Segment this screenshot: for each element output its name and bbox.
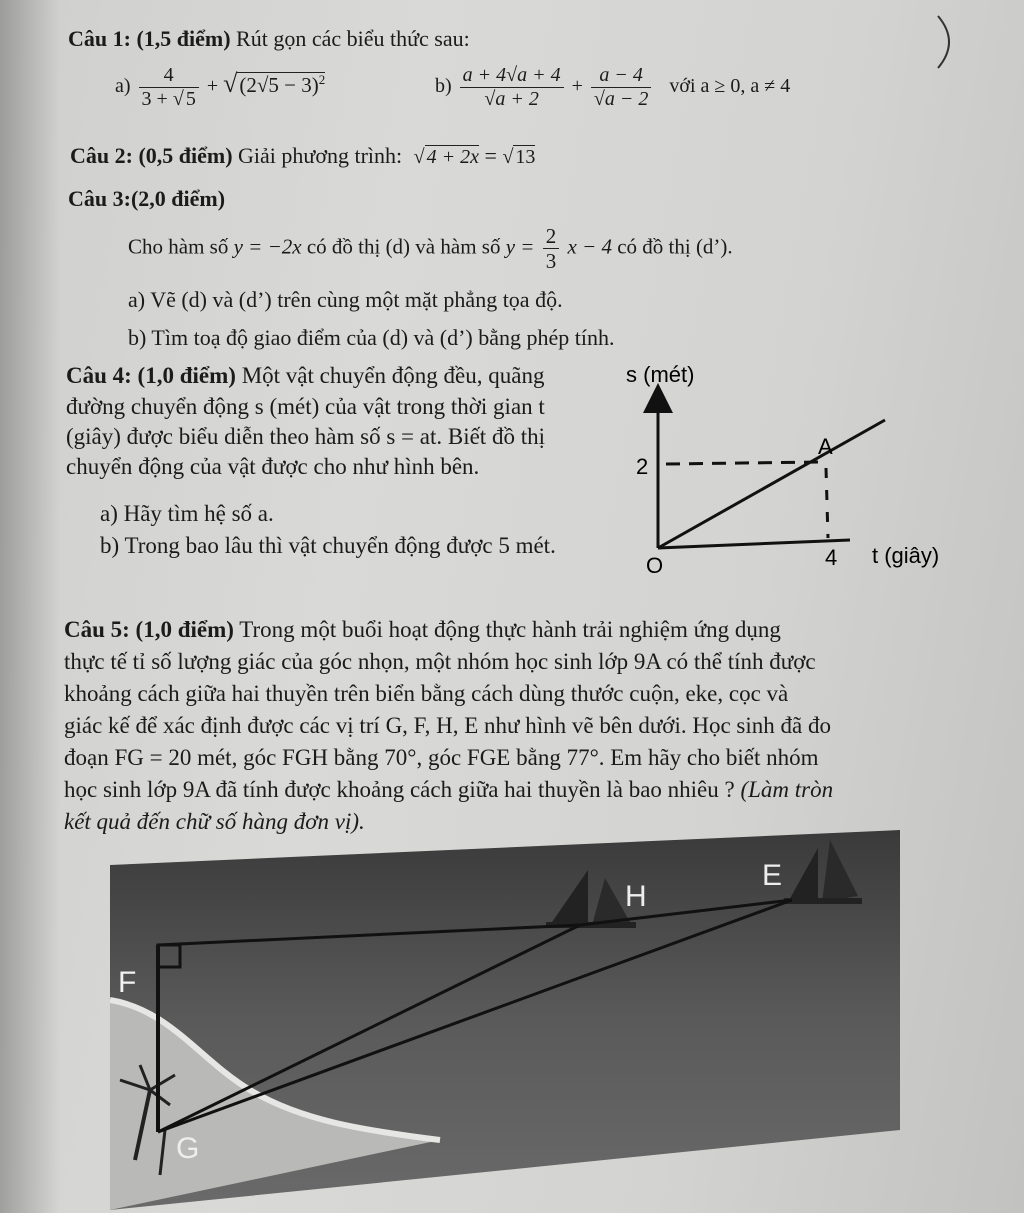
- dash-vertical: [826, 468, 828, 538]
- q1-text: Rút gọn các biểu thức sau:: [236, 26, 470, 51]
- q1-part-a: a) $\frac{4}{3 + √ 5}$ + $√(2√5 - 3)^2$: [115, 64, 326, 110]
- q1a-den-root: 5: [185, 88, 196, 110]
- x-tick-label: 4: [825, 545, 838, 570]
- q5-line7: kết quả đến chữ số hàng đơn vị).: [64, 809, 365, 834]
- q3-item-a: a) Vẽ (d) và (d’) trên cùng một mặt phẳng tọa độ.: [128, 287, 563, 312]
- bracket-mark: [930, 12, 970, 72]
- q4-item-b: b) Trong bao lâu thì vật chuyển động được 5 mét.: [100, 533, 556, 558]
- q5-line5: đoạn FG = 20 mét, góc FGH bằng 70°, góc FGE bằng 77°. Em hãy cho biết nhóm: [64, 745, 819, 770]
- q1b-label: b): [435, 75, 452, 98]
- boat-figure: [110, 830, 900, 1210]
- q3-title: Câu 3:(2,0 điểm): [68, 186, 226, 211]
- q4-title: Câu 4: (1,0 điểm): [66, 363, 236, 388]
- q5-line3: khoảng cách giữa hai thuyền trên biển bằng cách dùng thước cuộn, eke, cọc và: [64, 681, 789, 706]
- q2-title: Câu 2: (0,5 điểm): [70, 143, 233, 168]
- label-h: H: [625, 880, 647, 913]
- q3-f2-den: 3: [545, 249, 557, 274]
- q3-function-1: y = −2x: [233, 234, 302, 259]
- q1a-plus: +: [206, 75, 219, 98]
- q3-f2-right: x − 4: [567, 234, 612, 259]
- q5-line2: thực tế tỉ số lượng giác của góc nhọn, một nhóm học sinh lớp 9A có thể tính được: [64, 649, 816, 674]
- graph-line: [658, 420, 885, 548]
- q1a-den-left: 3 +: [141, 88, 168, 110]
- q1b-den2: √a − 2: [593, 88, 649, 110]
- q1b-fraction-2: [591, 64, 651, 111]
- q2-line: Câu 2: (0,5 điểm) Giải phương trình: √ 4 + 2x = √ 13: [70, 143, 536, 168]
- origin-label: O: [646, 553, 664, 578]
- q1a-exponent: 2: [318, 72, 326, 88]
- q1b-plus: +: [571, 75, 583, 98]
- q1b-num1: a + 4√a + 4: [460, 64, 564, 88]
- q1a-inner: (2√5 − 3): [239, 73, 319, 98]
- q3-intro-end: có đồ thị (d’).: [617, 234, 733, 259]
- point-a-label: A: [818, 434, 833, 459]
- q2-eq-mid: =: [484, 143, 497, 168]
- q5-line6: [64, 774, 833, 806]
- q3-intro-a: Cho hàm số: [128, 234, 229, 259]
- motion-graph: [610, 360, 990, 590]
- y-axis-label: s (mét): [626, 362, 695, 387]
- dash-horizontal: [666, 462, 822, 464]
- q5-line4: giác kế để xác định được các vị trí G, F, H, E như hình vẽ bên dưới. Học sinh đã đo: [64, 713, 831, 738]
- q3-item-b: b) Tìm toạ độ giao điểm của (d) và (d’) bằng phép tính.: [128, 325, 615, 350]
- q4-line1: [66, 360, 544, 392]
- q3-f2-left: y =: [505, 234, 535, 259]
- q1b-num2: a − 4: [591, 64, 651, 88]
- y-tick-label: 2: [636, 454, 649, 479]
- q1-title: Câu 1: (1,5 điểm): [68, 26, 231, 51]
- q4-line2: đường chuyển động s (mét) của vật trong thời gian t: [66, 394, 545, 419]
- q2-text: Giải phương trình:: [238, 143, 403, 168]
- x-axis-label: t (giây): [872, 543, 940, 568]
- q1a-numerator: 4: [139, 64, 199, 88]
- q1b-den1: √a + 2: [484, 88, 539, 110]
- q1a-fraction: [139, 64, 199, 111]
- q1a-label: a): [115, 75, 131, 98]
- label-g: G: [176, 1132, 200, 1165]
- q3-intro: [128, 224, 733, 273]
- q4-line4: chuyển động của vật được cho như hình bên.: [66, 454, 480, 479]
- q4-line1-rest: Một vật chuyển động đều, quãng: [241, 363, 545, 388]
- label-f: F: [118, 966, 137, 999]
- q5-line6-b: (Làm tròn: [740, 777, 834, 802]
- q1b-fraction-1: [460, 64, 564, 111]
- q2-eq-right: 13: [515, 146, 536, 168]
- q5-line1-rest: Trong một buổi hoạt động thực hành trải nghiệm ứng dụng: [239, 617, 781, 642]
- q3-f2-num: 2: [543, 224, 560, 249]
- q1-part-b: [435, 64, 790, 111]
- q1-heading: [68, 26, 470, 52]
- q3-intro-mid: có đồ thị (d) và hàm số: [306, 234, 501, 259]
- q5-line6-a: học sinh lớp 9A đã tính được khoảng cách giữa hai thuyền là bao nhiêu ?: [64, 777, 735, 802]
- q2-eq-left: 4 + 2x: [426, 146, 480, 168]
- q1b-condition: với a ≥ 0, a ≠ 4: [669, 75, 791, 98]
- q3-f2-fraction: [543, 224, 560, 273]
- q4-line3: (giây) được biểu diễn theo hàm số s = at. Biết đồ thị: [66, 424, 545, 449]
- q5-line1: [64, 614, 781, 646]
- x-axis: [658, 540, 850, 548]
- label-e: E: [762, 859, 783, 892]
- q5-title: Câu 5: (1,0 điểm): [64, 617, 234, 642]
- q1a-denominator: 3 + √ 5: [141, 88, 196, 110]
- q4-item-a: a) Hãy tìm hệ số a.: [100, 501, 274, 526]
- page-shadow: [0, 0, 60, 1213]
